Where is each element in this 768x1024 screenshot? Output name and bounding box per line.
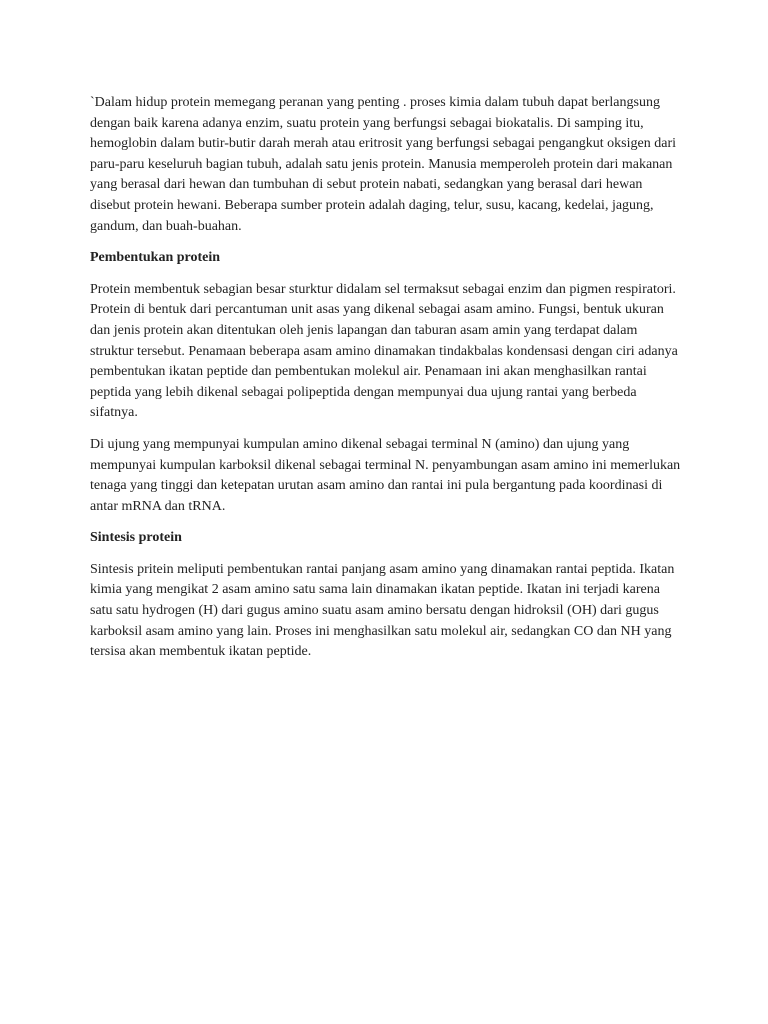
sintesis-paragraph: Sintesis pritein meliputi pembentukan rantai panjang asam amino yang dinamakan rantai peptida. Ikatan kimia yang mengikat 2 asam amino satu sama lain dinamakan ikatan peptide. Ikatan ini terjadi karena satu satu hydrogen (H) dari gugus amino suatu asam amino bersatu dengan hidroksil (OH) dari gugus karboksil asam amino yang lain. Proses ini menghasilkan satu molekul air, sedangkan CO dan NH yang tersisa akan membentuk ikatan peptide. xyxy=(90,561,675,660)
pembentukan-paragraph-2: Di ujung yang mempunyai kumpulan amino dikenal sebagai terminal N (amino) dan ujung yang mempunyai kumpulan karboksil dikenal sebagai terminal N. penyambungan asam amino ini memerlukan tenaga yang tinggi dan ketepatan urutan asam amino dan rantai ini pula bergantung pada koordinasi di antar mRNA dan tRNA. xyxy=(90,436,681,514)
section-heading-sintesis: Sintesis protein xyxy=(90,530,182,546)
section-heading-pembentukan: Pembentukan protein xyxy=(90,250,221,266)
document-body xyxy=(90,93,682,674)
pembentukan-paragraph-1: Protein membentuk sebagian besar sturktur didalam sel termaksut sebagai enzim dan pigmen respiratori. Protein di bentuk dari percantuman unit asas yang dikenal sebagai asam amino. Fungsi, bentuk ukuran dan jenis protein akan ditentukan oleh jenis lapangan dan taburan asam amin yang terdapat dalam struktur tersebut. Penamaan beberapa asam amino dinamakan tindakbalas kondensasi dengan ciri adanya pembentukan ikatan peptide dan pembentukan molekul air. Penamaan ini akan menghasilkan rantai peptida yang lebih dikenal sebagai polipeptida dengan mempunyai dua ujung rantai yang berbeda sifatnya. xyxy=(90,281,678,421)
intro-paragraph: `Dalam hidup protein memegang peranan yang penting . proses kimia dalam tubuh dapat berlangsung dengan baik karena adanya enzim, suatu protein yang berfungsi sebagai biokatalis. Di samping itu, hemoglobin dalam butir-butir darah merah atau eritrosit yang berfungsi sebagai pengangkut oksigen dari paru-paru keseluruh bagian tubuh, adalah satu jenis protein. Manusia memperoleh protein dari makanan yang berasal dari hewan dan tumbuhan di sebut protein nabati, sedangkan yang berasal dari hewan disebut protein hewani. Beberapa sumber protein adalah daging, telur, susu, kacang, kedelai, jagung, gandum, dan buah-buahan. xyxy=(90,95,676,234)
